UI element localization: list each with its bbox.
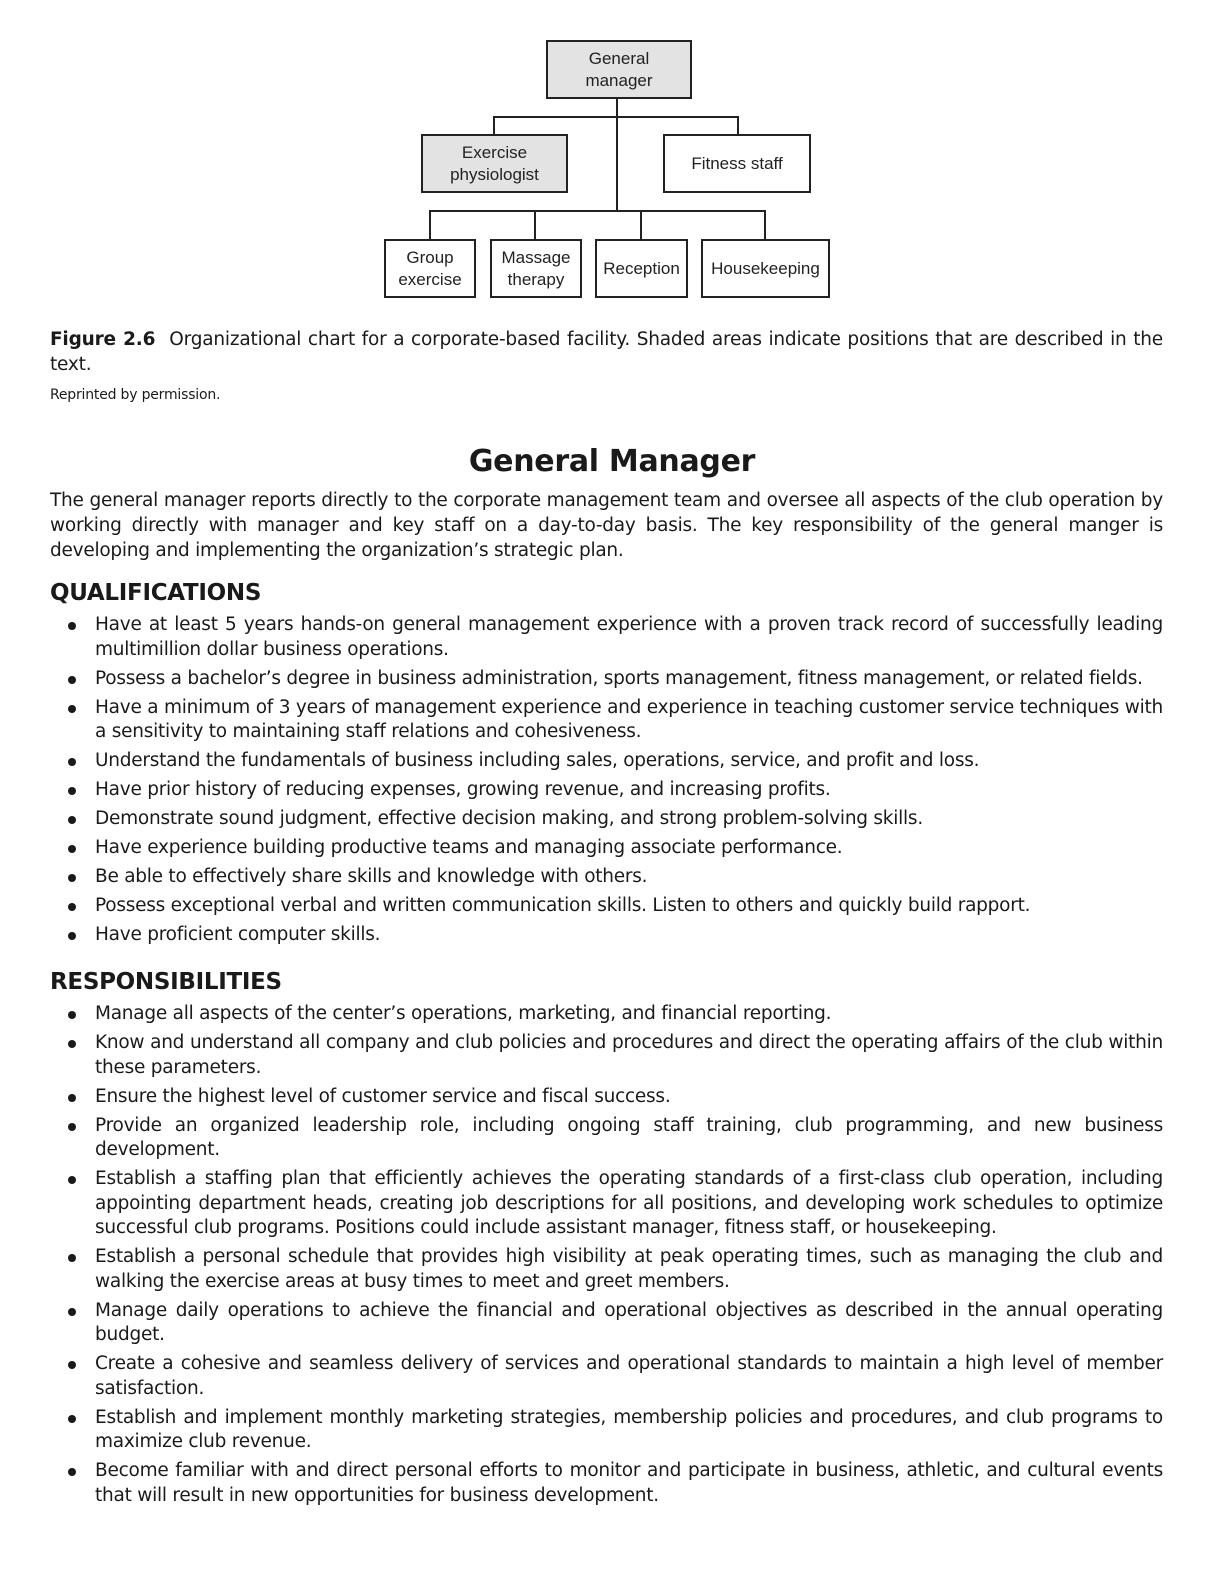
list-item xyxy=(50,1031,1163,1080)
connector xyxy=(429,210,766,212)
bullet-icon xyxy=(68,1308,76,1316)
connector xyxy=(429,210,431,240)
list-item xyxy=(50,1167,1163,1241)
responsibilities-heading: RESPONSIBILITIES xyxy=(50,969,282,995)
qualifications-list xyxy=(50,613,1163,952)
list-item xyxy=(50,749,1163,774)
bullet-icon xyxy=(68,845,76,853)
bullet-icon xyxy=(68,1011,76,1019)
list-item xyxy=(50,1406,1163,1455)
list-item xyxy=(50,865,1163,890)
list-item-text: Become familiar with and direct personal efforts to monitor and participate in business, athletic, and cultural events that will result in new opportunities for business development. xyxy=(95,1460,1163,1506)
connector xyxy=(493,116,739,118)
bullet-icon xyxy=(68,758,76,766)
bullet-icon xyxy=(68,1468,76,1476)
list-item xyxy=(50,1085,1163,1110)
list-item-text: Have proficient computer skills. xyxy=(95,924,381,945)
bullet-icon xyxy=(68,1415,76,1423)
bullet-icon xyxy=(68,816,76,824)
connector xyxy=(493,116,495,135)
bullet-icon xyxy=(68,1254,76,1262)
connector xyxy=(764,210,766,240)
bullet-icon xyxy=(68,1040,76,1048)
qualifications-heading: QUALIFICATIONS xyxy=(50,580,262,606)
bullet-icon xyxy=(68,932,76,940)
list-item-text: Have prior history of reducing expenses, growing revenue, and increasing profits. xyxy=(95,779,831,800)
list-item xyxy=(50,923,1163,948)
node-fitness-staff: Fitness staff xyxy=(663,134,811,193)
list-item-text: Know and understand all company and club policies and procedures and direct the operating affairs of the club within these parameters. xyxy=(95,1032,1163,1078)
list-item-text: Understand the fundamentals of business including sales, operations, service, and profit and loss. xyxy=(95,750,980,771)
connector xyxy=(534,210,536,240)
list-item xyxy=(50,1352,1163,1401)
list-item-text: Provide an organized leadership role, including ongoing staff training, club programming, and new business development. xyxy=(95,1114,1163,1160)
list-item-text: Have experience building productive teams and managing associate performance. xyxy=(95,837,843,858)
bullet-icon xyxy=(68,1361,76,1369)
list-item-text: Have at least 5 years hands-on general management experience with a proven track record of successfully leading multimillion dollar business operations. xyxy=(95,614,1163,660)
figure-caption-text: Organizational chart for a corporate-based facility. Shaded areas indicate positions that are described in the text. xyxy=(50,329,1163,375)
connector xyxy=(616,97,618,212)
bullet-icon xyxy=(68,874,76,882)
list-item xyxy=(50,1245,1163,1294)
list-item-text: Possess exceptional verbal and written communication skills. Listen to others and quickly build rapport. xyxy=(95,895,1031,916)
list-item xyxy=(50,1459,1163,1508)
list-item xyxy=(50,807,1163,832)
bullet-icon xyxy=(68,676,76,684)
list-item-text: Establish and implement monthly marketing strategies, membership policies and procedures, and club programs to maximize club revenue. xyxy=(95,1406,1163,1452)
node-reception: Reception xyxy=(595,239,688,298)
intro-paragraph: The general manager reports directly to the corporate management team and oversee all aspects of the club operation by working directly with manager and key staff on a day-to-day basis. The key responsibility of the general manger is developing and implementing the organization’s strategic plan. xyxy=(50,490,1163,561)
node-general-manager: General manager xyxy=(546,40,692,99)
figure-caption xyxy=(50,327,1163,377)
list-item-text: Possess a bachelor’s degree in business administration, sports management, fitness management, or related fields. xyxy=(95,667,1143,689)
org-chart xyxy=(0,0,1224,310)
list-item xyxy=(50,836,1163,861)
bullet-icon xyxy=(68,622,76,630)
bullet-icon xyxy=(68,903,76,911)
figure-credit: Reprinted by permission. xyxy=(50,387,221,403)
figure-label: Figure 2.6 xyxy=(50,329,156,350)
list-item-text: Demonstrate sound judgment, effective decision making, and strong problem-solving skills. xyxy=(95,808,923,829)
bullet-icon xyxy=(68,1123,76,1131)
list-item-text: Ensure the highest level of customer service and fiscal success. xyxy=(95,1085,671,1107)
bullet-icon xyxy=(68,705,76,713)
responsibilities-list xyxy=(50,1002,1163,1513)
list-item xyxy=(50,1114,1163,1163)
node-group-exercise: Group exercise xyxy=(384,239,476,298)
bullet-icon xyxy=(68,1094,76,1102)
list-item xyxy=(50,1299,1163,1348)
list-item-text: Create a cohesive and seamless delivery of services and operational standards to maintain a high level of member satisfaction. xyxy=(95,1353,1163,1399)
connector xyxy=(640,210,642,240)
list-item-text: Establish a personal schedule that provides high visibility at peak operating times, such as managing the club and walking the exercise areas at busy times to meet and greet members. xyxy=(95,1246,1163,1292)
section-title: General Manager xyxy=(468,444,756,479)
list-item xyxy=(50,696,1163,745)
list-item-text: Manage all aspects of the center’s operations, marketing, and financial reporting. xyxy=(95,1003,832,1024)
list-item xyxy=(50,778,1163,803)
connector xyxy=(737,116,739,135)
list-item-text: Be able to effectively share skills and knowledge with others. xyxy=(95,866,648,887)
bullet-icon xyxy=(68,1176,76,1184)
list-item-text: Have a minimum of 3 years of management experience and experience in teaching customer service techniques with a sensitivity to maintaining staff relations and cohesiveness. xyxy=(95,696,1163,742)
list-item-text: Manage daily operations to achieve the financial and operational objectives as described in the annual operating budget. xyxy=(95,1299,1163,1345)
list-item xyxy=(50,894,1163,919)
bullet-icon xyxy=(68,787,76,795)
list-item-text: Establish a staffing plan that efficiently achieves the operating standards of a first-class club operation, including appointing department heads, creating job descriptions for all positions, and developing work schedules to optimize successful club programs. Positions could include assistant manager, fitness staff, or housekeeping. xyxy=(95,1168,1163,1238)
node-housekeeping: Housekeeping xyxy=(701,239,830,298)
list-item xyxy=(50,613,1163,662)
node-massage-therapy: Massage therapy xyxy=(490,239,582,298)
list-item xyxy=(50,667,1163,692)
list-item xyxy=(50,1002,1163,1027)
node-exercise-physiologist: Exercise physiologist xyxy=(421,134,568,193)
